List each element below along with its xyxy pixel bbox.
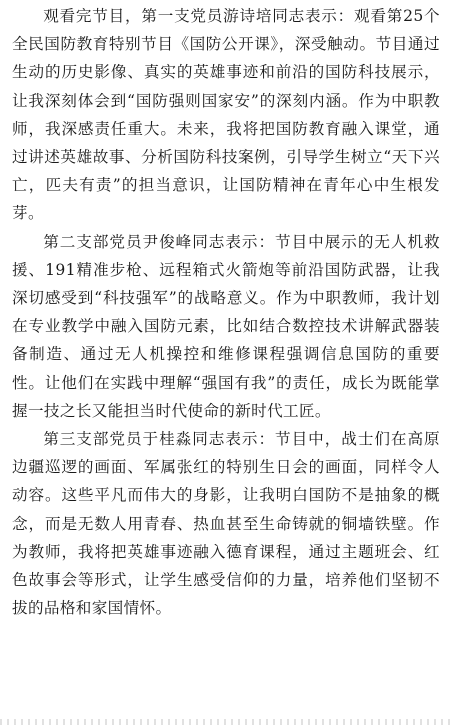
article-body <box>12 2 440 622</box>
paragraph-3: 第三支部党员于桂淼同志表示：节目中，战士们在高原边疆巡逻的画面、军属张红的特别生日会的画面，同样令人动容。这些平凡而伟大的身影，让我明白国防不是抽象的概念，而是无数人用青春、热血甚至生命铸就的铜墙铁壁。作为教师，我将把英雄事迹融入德育课程，通过主题班会、红色故事会等形式，让学生感受信仰的力量，培养他们坚韧不拔的品格和家国情怀。 <box>12 430 440 618</box>
paragraph-2: 第二支部党员尹俊峰同志表示：节目中展示的无人机救援、191精准步枪、远程箱式火箭炮等前沿国防武器，让我深切感受到“科技强军”的战略意义。作为中职教师，我计划在专业教学中融入国防元素，比如结合数控技术讲解武器装备制造、通过无人机操控和维修课程强调信息国防的重要性。让他们在实践中理解“强国有我”的责任，成长为既能掌握一技之长又能担当时代使命的新时代工匠。 <box>12 232 440 420</box>
bottom-edge-marks <box>0 719 452 725</box>
paragraph-1: 观看完节目，第一支党员游诗培同志表示：观看第25个全民国防教育特别节目《国防公开课》，深受触动。节目通过生动的历史影像、真实的英雄事迹和前沿的国防科技展示，让我深刻体会到“国防强则国家安”的深刻内涵。作为中职教师，我深感责任重大。未来，我将把国防教育融入课堂，通过讲述英雄故事、分析国防科技案例，引导学生树立“天下兴亡，匹夫有责”的担当意识，让国防精神在青年心中生根发芽。 <box>12 7 440 223</box>
